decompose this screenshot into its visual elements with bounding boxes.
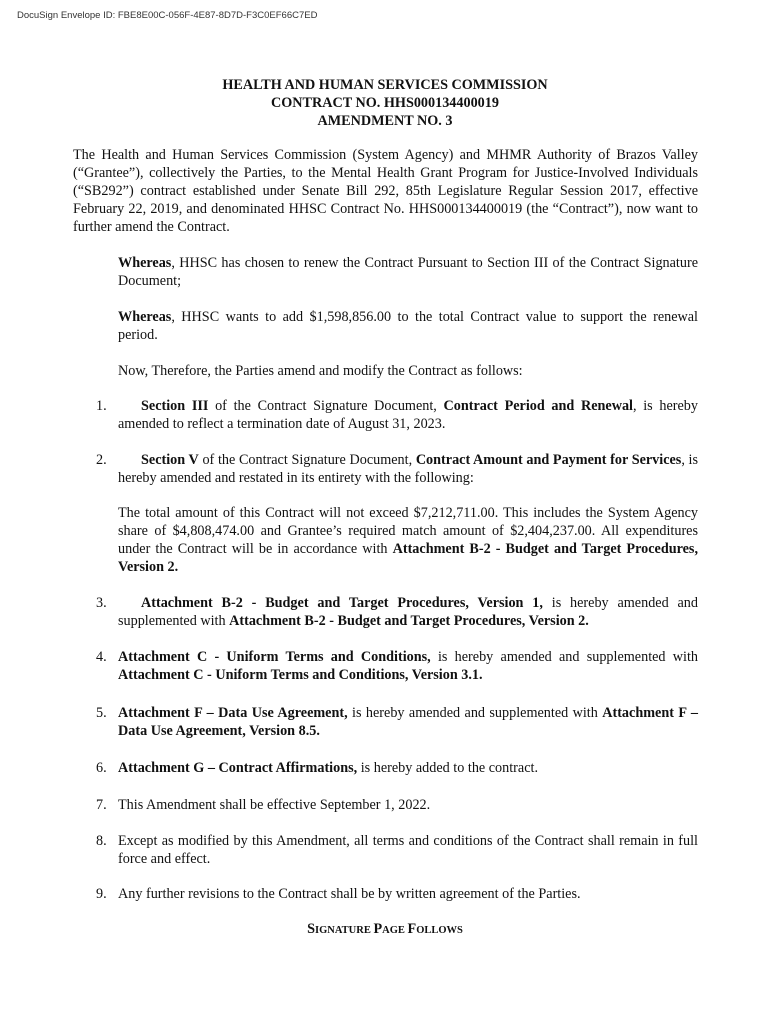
item-text: is hereby amended and supplemented with <box>430 649 698 665</box>
item-bold-text: Contract Period and Renewal <box>443 398 634 414</box>
small-caps-rest: OLLOWS <box>416 925 463 936</box>
item-bold-text: Attachment B-2 - Budget and Target Procedures, Version 2. <box>229 613 589 629</box>
item-bold-text: Attachment C - Uniform Terms and Conditions, Version 3.1. <box>118 667 483 683</box>
contract-number: CONTRACT NO. HHS000134400019 <box>271 95 499 111</box>
amendment-item-4 <box>118 648 698 684</box>
item-text: , is hereby amended to reflect a termination date of August 31, 2023. <box>118 398 698 432</box>
item-number: 9. <box>96 886 107 902</box>
item-number: 5. <box>96 705 107 721</box>
item-number: 1. <box>96 398 107 414</box>
item-bold-text: Attachment C - Uniform Terms and Conditions, <box>118 649 431 665</box>
item-number: 7. <box>96 797 107 813</box>
contract-amount-paragraph <box>118 504 698 576</box>
whereas-paragraph-2 <box>118 308 698 344</box>
amendment-number: AMENDMENT NO. 3 <box>317 113 453 129</box>
item-text: of the Contract Signature Document, <box>208 398 444 414</box>
item-text: is hereby amended and supplemented with <box>347 705 603 721</box>
item-bold-text: Attachment G – Contract Affirmations, <box>118 760 358 776</box>
small-caps-initial: S <box>307 921 316 937</box>
amendment-item-5 <box>118 704 698 740</box>
item-bold-text: Attachment F – Data Use Agreement, <box>118 705 348 721</box>
whereas-lead: Whereas <box>118 309 172 325</box>
whereas-paragraph-1 <box>118 254 698 290</box>
whereas-text: , HHSC wants to add $1,598,856.00 to the total Contract value to support the renewal period. <box>118 309 698 343</box>
item-text: is hereby added to the contract. <box>357 760 538 776</box>
amendment-item-6 <box>118 759 698 777</box>
now-therefore-paragraph: Now, Therefore, the Parties amend and modify the Contract as follows: <box>118 363 523 379</box>
amendment-item-2 <box>118 451 698 487</box>
item-number: 6. <box>96 760 107 776</box>
whereas-lead: Whereas <box>118 255 172 271</box>
item-number: 3. <box>96 595 107 611</box>
amendment-item-1 <box>118 397 698 433</box>
amendment-item-7: This Amendment shall be effective September 1, 2022. <box>118 797 431 813</box>
amendment-item-9: Any further revisions to the Contract shall be by written agreement of the Parties. <box>118 886 581 902</box>
small-caps-rest: AGE <box>382 925 408 936</box>
item-bold-text: Section III <box>141 398 209 414</box>
docusign-envelope-id: DocuSign Envelope ID: FBE8E00C-056F-4E87-8D7D-F3C0EF66C7ED <box>17 10 318 21</box>
item-text: , is hereby amended and restated in its entirety with the following: <box>118 452 699 486</box>
item-text: The total amount of this Contract will not exceed $7,212,711.00. This includes the System Agency share of $4,808,474.00 and Grantee’s required match amount of $2,404,237.00. All expenditures under the Contract will be in accordance with <box>118 505 698 557</box>
item-number: 2. <box>96 452 107 468</box>
item-bold-text: Section V <box>141 452 199 468</box>
whereas-text: , HHSC has chosen to renew the Contract Pursuant to Section III of the Contract Signature Document; <box>118 255 698 289</box>
item-bold-text: Attachment F – Data Use Agreement, Version 8.5. <box>118 705 698 739</box>
item-bold-text: Attachment B-2 - Budget and Target Procedures, Version 2. <box>118 541 699 575</box>
item-number: 8. <box>96 833 107 849</box>
amendment-item-8: Except as modified by this Amendment, all terms and conditions of the Contract shall remain in full force and effect. <box>118 833 698 867</box>
item-bold-text: Contract Amount and Payment for Services <box>415 452 682 468</box>
intro-paragraph: The Health and Human Services Commission (System Agency) and MHMR Authority of Brazos Valley (“Grantee”), collectively the Parties, to the Mental Health Grant Program for Justice-Involved Individuals (“SB292”) contract established under Senate Bill 292, 85th Legislature Regular Session 2017, effective February 22, 2019, and denominated HHSC Contract No. HHS000134400019 (the “Contract”), now want to further amend the Contract. <box>73 147 698 235</box>
item-bold-text: Attachment B-2 - Budget and Target Procedures, Version 1, <box>141 595 543 611</box>
small-caps-rest: IGNATURE <box>315 925 374 936</box>
item-text: is hereby amended and supplemented with <box>118 595 698 629</box>
small-caps-initial: F <box>407 921 417 937</box>
item-text: of the Contract Signature Document, <box>198 452 416 468</box>
item-number: 4. <box>96 649 107 665</box>
signature-page-follows <box>0 920 770 940</box>
amendment-item-3 <box>118 594 698 630</box>
small-caps-initial: P <box>373 921 383 937</box>
commission-title: HEALTH AND HUMAN SERVICES COMMISSION <box>222 77 548 93</box>
